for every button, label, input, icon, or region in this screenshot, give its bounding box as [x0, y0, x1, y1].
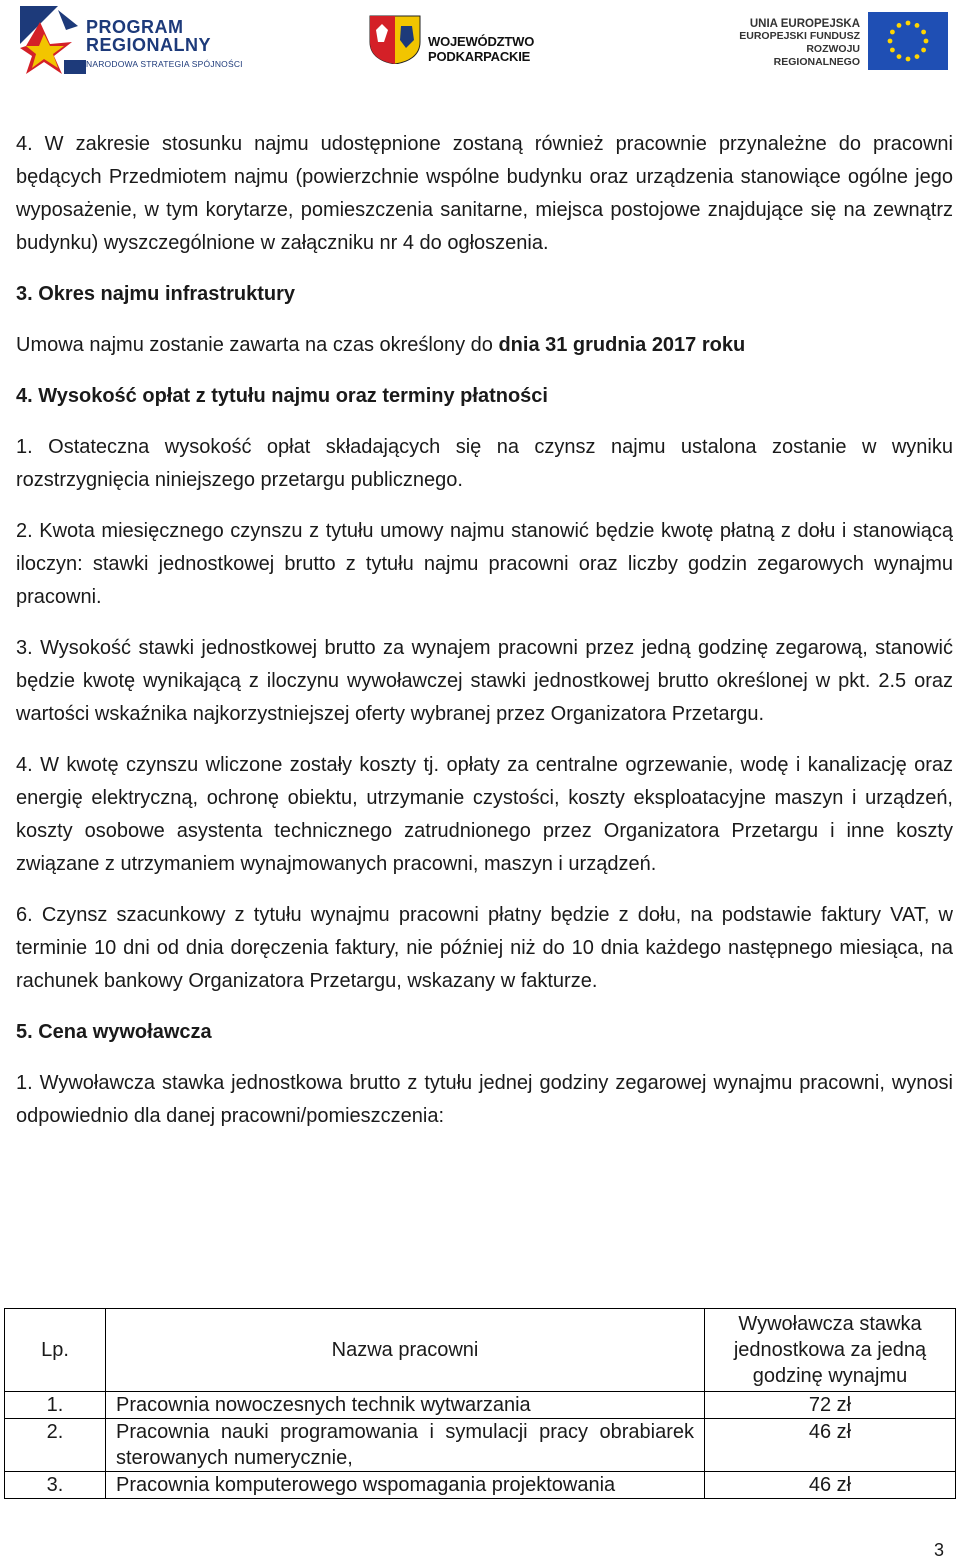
- section-3-heading: 3. Okres najmu infrastruktury: [16, 283, 295, 305]
- header-workshop-name: Nazwa pracowni: [106, 1309, 705, 1392]
- eu-line-1: UNIA EUROPEJSKA: [749, 18, 860, 30]
- program-line-2: REGIONALNY: [86, 35, 212, 55]
- row-rate: 46 zł: [705, 1472, 956, 1499]
- voivodeship-name: WOJEWÓDZTWO PODKARPACKIE: [428, 34, 535, 64]
- table-row: [5, 1472, 956, 1499]
- section-4-heading: 4. Wysokość opłat z tytułu najmu oraz terminy płatności: [16, 385, 548, 407]
- eu-flag-icon: [868, 12, 948, 70]
- table-row: [5, 1392, 956, 1419]
- page-number: 3: [933, 1540, 944, 1560]
- rates-table: [4, 1308, 956, 1499]
- row-workshop-name: Pracownia nauki programowania i symulacji pracy obrabiarek sterowanych numerycznie,: [106, 1419, 705, 1472]
- row-lp: 1.: [5, 1392, 106, 1419]
- section-5-point-1: 1. Wywoławcza stawka jednostkowa brutto z tytułu jednej godziny zegarowej wynajmu pracowni, wynosi odpowiednio dla danej pracowni/pomieszczenia:: [16, 1072, 953, 1127]
- section-4-point-1: 1. Ostateczna wysokość opłat składających się na czynsz najmu ustalona zostanie w wyniku rozstrzygnięcia niniejszego przetargu publicznego.: [16, 436, 953, 491]
- page-header: [0, 0, 960, 80]
- section-4-point-2: 2. Kwota miesięcznego czynszu z tytułu umowy najmu stanowić będzie kwotę płatną z dołu i stanowiącą iloczyn: stawki jednostkowej brutto z tytułu najmu pracowni oraz liczby godzin zegarowych wynajmu pracowni.: [16, 520, 953, 608]
- program-regionalny-logo: [18, 4, 258, 76]
- eu-logo: [718, 12, 952, 70]
- row-rate: 72 zł: [705, 1392, 956, 1419]
- row-rate: 46 zł: [705, 1419, 956, 1472]
- table-row: [5, 1419, 956, 1472]
- program-regionalny-star-icon: [18, 4, 88, 76]
- paragraph-4-common-areas: 4. W zakresie stosunku najmu udostępnione zostaną również pracownie przynależne do pracowni będących Przedmiotem najmu (powierzchnie wspólne budynku oraz urządzenia stanowiące ogólne jego wyposażenie, w tym korytarze, pomieszczenia sanitarne, miejsca postojowe znajdujące się na zewnątrz budynku) wyszczególnione w załączniku nr 4 do ogłoszenia.: [16, 133, 953, 254]
- row-lp: 3.: [5, 1472, 106, 1499]
- header-lp: Lp.: [5, 1309, 106, 1392]
- eu-line-3: ROZWOJU REGIONALNEGO: [773, 43, 860, 68]
- section-3-text: [16, 329, 953, 362]
- row-workshop-name: Pracownia nowoczesnych technik wytwarzania: [106, 1392, 705, 1419]
- row-lp: 2.: [5, 1419, 106, 1472]
- program-line-1: PROGRAM: [86, 17, 184, 37]
- row-workshop-name: Pracownia komputerowego wspomagania projektowania: [106, 1472, 705, 1499]
- document-body: [16, 128, 953, 1133]
- eu-line-2: EUROPEJSKI FUNDUSZ: [739, 30, 860, 42]
- header-rate: Wywoławcza stawka jednostkowa za jedną godzinę wynajmu: [705, 1309, 956, 1392]
- coat-of-arms-icon: [368, 12, 422, 64]
- table-header-row: [5, 1309, 956, 1392]
- lease-period-text: Umowa najmu zostanie zawarta na czas określony do: [16, 334, 499, 356]
- wojewodztwo-logo: [368, 12, 638, 64]
- section-4-point-4: 4. W kwotę czynszu wliczone zostały koszty tj. opłaty za centralne ogrzewanie, wodę i kanalizację oraz energię elektryczną, ochronę obiektu, utrzymanie czystości, koszty eksploatacyjne maszyn i urządzeń, koszty osobowe asystenta technicznego zatrudnionego przez Organizatora Przetargu i inne koszty związane z utrzymaniem wynajmowanych pracowni, maszyn i urządzeń.: [16, 754, 953, 875]
- program-line-3: NARODOWA STRATEGIA SPÓJNOŚCI: [86, 59, 243, 69]
- section-5-heading: 5. Cena wywoławcza: [16, 1021, 212, 1043]
- section-4-point-3: 3. Wysokość stawki jednostkowej brutto za wynajem pracowni przez jedną godzinę zegarową, stanowić będzie kwotę wynikającą z iloczynu wywoławczej stawki jednostkowej brutto określonej w pkt. 2.5 oraz wartości wskaźnika najkorzystniejszej oferty wybranej przez Organizatora Przetargu.: [16, 637, 953, 725]
- section-4-point-6: 6. Czynsz szacunkowy z tytułu wynajmu pracowni płatny będzie z dołu, na podstawie faktury VAT, w terminie 10 dni od dnia doręczenia faktury, nie później niż do 10 dnia każdego następnego miesiąca, na rachunek bankowy Organizatora Przetargu, wskazany w fakturze.: [16, 904, 953, 992]
- lease-end-date: dnia 31 grudnia 2017 roku: [498, 334, 746, 356]
